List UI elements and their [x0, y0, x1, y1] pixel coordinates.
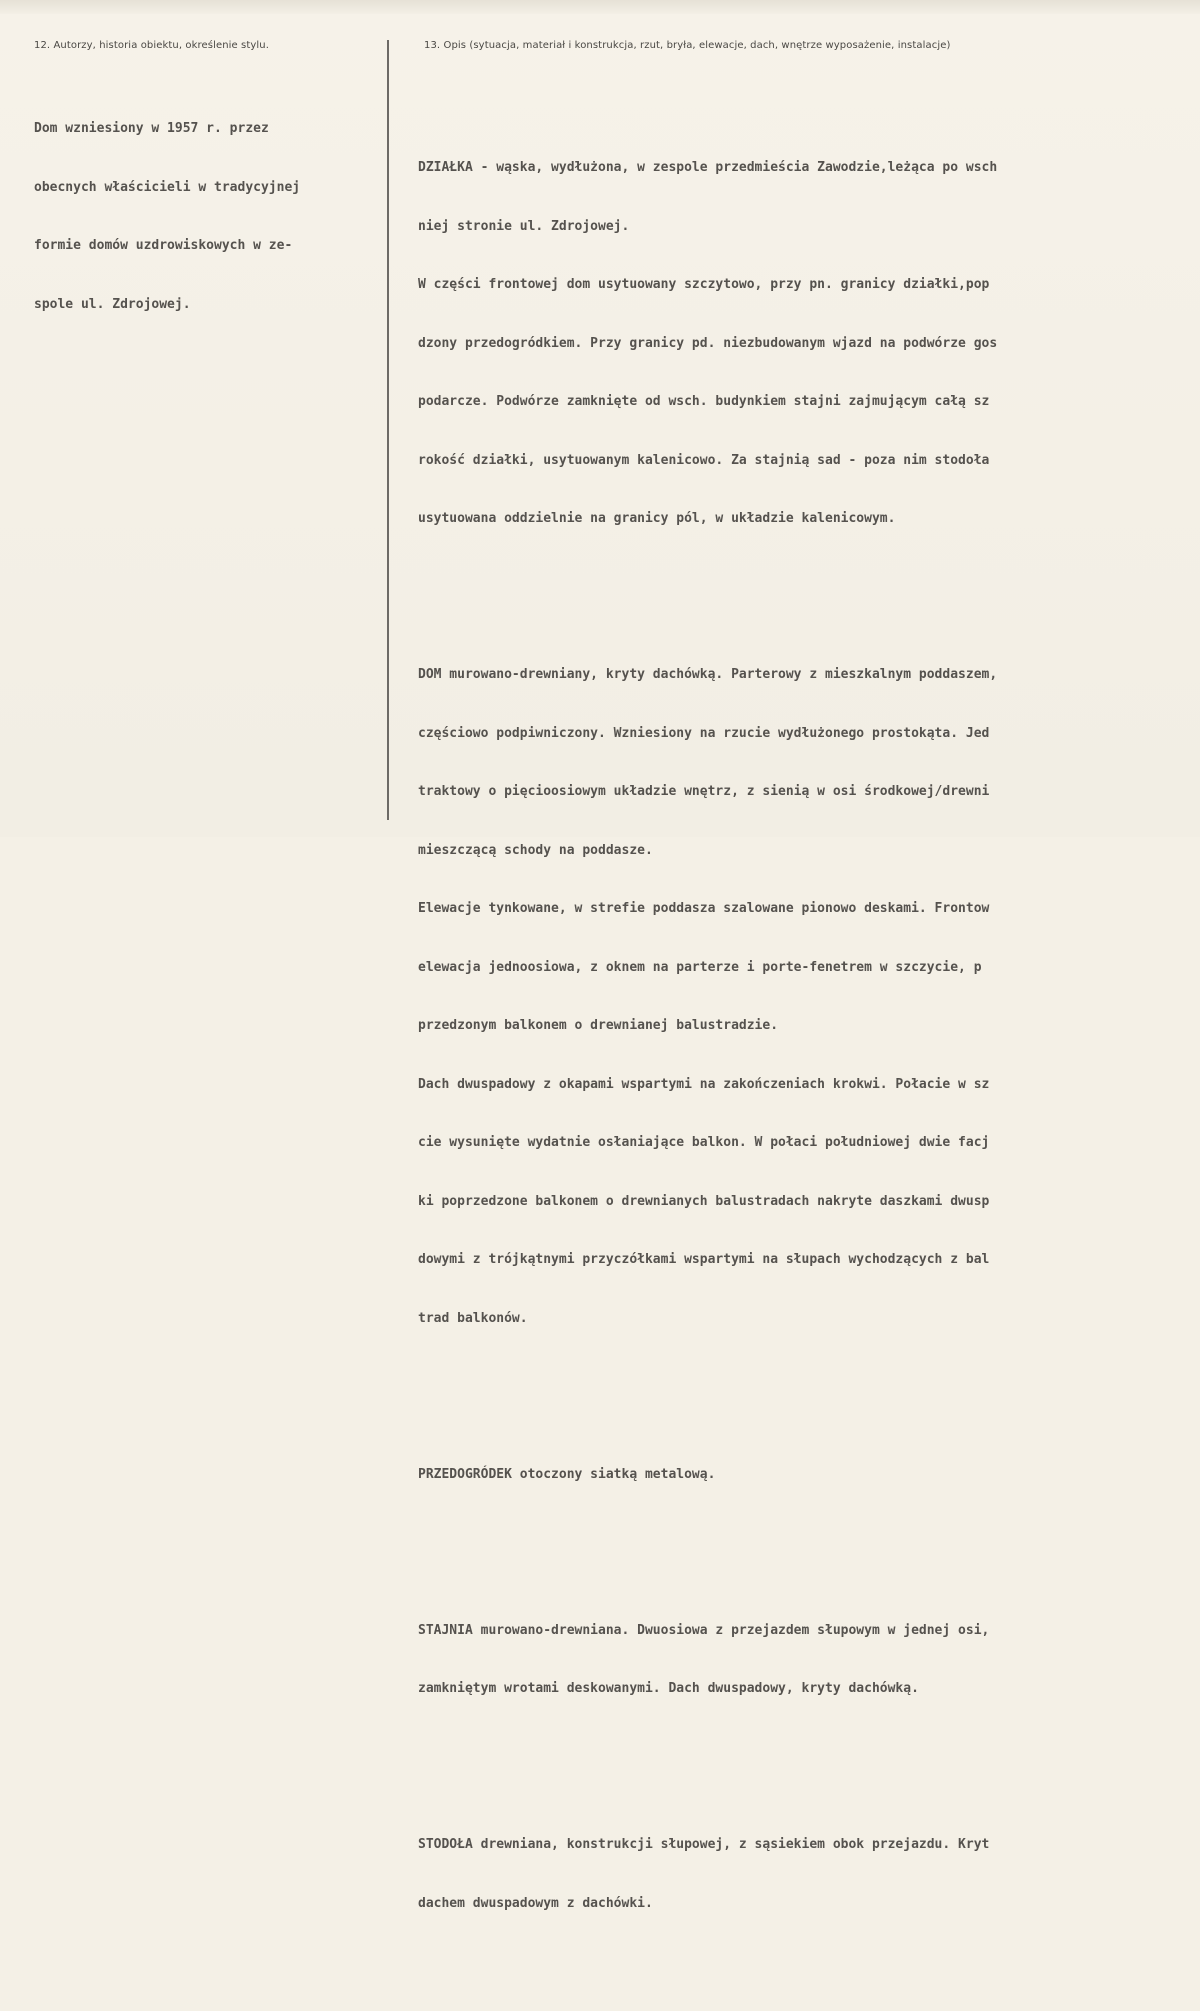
left-column-header: 12. Autorzy, historia obiektu, określenie stylu. [34, 40, 269, 51]
text-line: elewacja jednoosiowa, z oknem na parterze i porte-fenetrem w szczycie, p [418, 959, 982, 975]
left-column-text [34, 80, 379, 353]
text-line: usytuowana oddzielnie na granicy pól, w układzie kalenicowym. [418, 511, 896, 526]
text-line: zamkniętym wrotami deskowanymi. Dach dwuspadowy, kryty dachówką. [418, 1681, 919, 1696]
text-line: dachem dwuspadowym z dachówki. [418, 1895, 653, 1911]
text-line: DOM murowano-drewniany, kryty dachówką. Parterowy z mieszkalnym poddaszem, [418, 667, 998, 682]
text-line: STODOŁA drewniana, konstrukcji słupowej, z sąsiekiem obok przejazdu. Kryt [418, 1837, 990, 1852]
paragraph-stodola [418, 1796, 1166, 1952]
paragraph-przedogrodek [418, 1426, 1166, 1524]
text-line: przedzonym balkonem o drewnianej balustradzie. [418, 1018, 779, 1033]
text-line: dowymi z trójkątnymi przyczółkami wspartymi na słupach wychodzących z bal [418, 1252, 990, 1267]
left-text-line: obecnych właścicieli w tradycyjnej [34, 179, 301, 195]
left-text-line: formie domów uzdrowiskowych w ze- [34, 238, 293, 253]
text-line: trad balkonów. [418, 1310, 528, 1326]
text-line: STAJNIA murowano-drewniana. Dwuosiowa z przejazdem słupowym w jednej osi, [418, 1622, 990, 1638]
column-divider [387, 40, 389, 820]
paragraph-dom [418, 626, 1166, 1367]
right-column-text [418, 80, 1166, 1911]
text-line: W części frontowej dom usytuowany szczytowo, przy pn. granicy działki,pop [418, 277, 990, 292]
text-line: niej stronie ul. Zdrojowej. [418, 218, 630, 234]
text-line: dzony przedogródkiem. Przy granicy pd. niezbudowanym wjazd na podwórze gos [418, 335, 998, 351]
text-line: cie wysunięte wydatnie osłaniające balkon. W połaci południowej dwie facj [418, 1135, 990, 1150]
text-line: podarcze. Podwórze zamknięte od wsch. budynkiem stajni zajmującym całą sz [418, 394, 990, 409]
text-line: mieszczącą schody na poddasze. [418, 842, 653, 858]
text-line: traktowy o pięcioosiowym układzie wnętrz, z sienią w osi środkowej/drewni [418, 784, 990, 799]
text-line: DZIAŁKA - wąska, wydłużona, w zespole przedmieścia Zawodzie,leżąca po wsch [418, 160, 998, 175]
left-text-line: Dom wzniesiony w 1957 r. przez [34, 121, 269, 136]
text-line: częściowo podpiwniczony. Wzniesiony na rzucie wydłużonego prostokąta. Jed [418, 725, 990, 741]
text-line: Dach dwuspadowy z okapami wspartymi na zakończeniach krokwi. Połacie w sz [418, 1076, 990, 1092]
paragraph-stajnia [418, 1582, 1166, 1738]
text-line: rokość działki, usytuowanym kalenicowo. Za stajnią sad - poza nim stodoła [418, 452, 990, 468]
card-top-edge [0, 0, 1200, 14]
right-column-header: 13. Opis (sytuacja, materiał i konstrukcja, rzut, bryła, elewacje, dach, wnętrze wyposażenie, instalacje) [424, 40, 951, 51]
text-line: PRZEDOGRÓDEK otoczony siatką metalową. [418, 1466, 716, 1482]
left-text-line: spole ul. Zdrojowej. [34, 296, 191, 312]
paragraph-dzialka [418, 119, 1166, 568]
text-line: Elewacje tynkowane, w strefie poddasza szalowane pionowo deskami. Frontow [418, 901, 990, 916]
text-line: ki poprzedzone balkonem o drewnianych balustradach nakryte daszkami dwusp [418, 1193, 990, 1209]
